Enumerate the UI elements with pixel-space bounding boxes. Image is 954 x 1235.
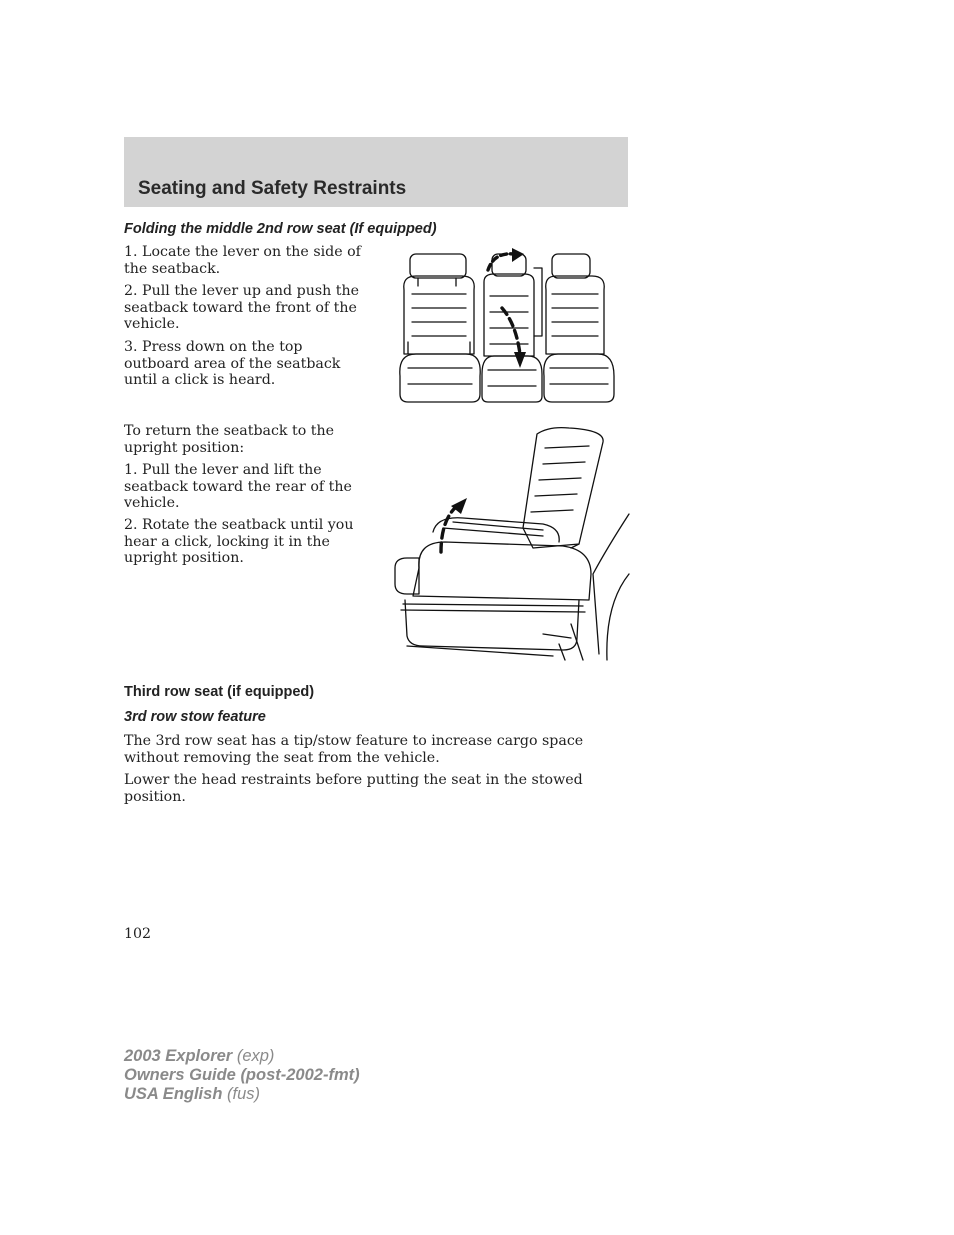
return-step-1: 1. Pull the lever and lift the seatback toward the rear of the vehicle. [124,462,352,511]
subsection-title-third-row: Third row seat (if equipped) [124,684,315,700]
subsection-title-fold-middle-seat: Folding the middle 2nd row seat (If equipped) [124,221,437,237]
footer-language: USA English [124,1085,223,1103]
footer-line-model [124,1047,360,1066]
page-number: 102 [124,926,152,942]
stow-paragraph-2: Lower the head restraints before putting the seat in the stowed position. [124,772,583,805]
door-panel-line [607,574,629,660]
footer-line-language [124,1085,360,1104]
seat-folding-illustration [396,246,618,408]
door-panel-line [593,514,629,654]
fold-step-2: 2. Pull the lever up and push the seatback toward the front of the vehicle. [124,283,359,332]
return-step-2: 2. Rotate the seatback until you hear a click, locking it in the upright position. [124,517,354,566]
fold-step-1: 1. Locate the lever on the side of the seatback. [124,244,361,277]
left-seat-drawing [400,254,480,402]
subsection-title-stow-feature: 3rd row stow feature [124,709,266,725]
arrowhead-icon [512,248,524,262]
footer-model-code: (exp) [232,1047,275,1065]
floor-line [559,624,583,660]
footer-language-code: (fus) [222,1085,260,1103]
return-intro: To return the seatback to the upright position: [124,423,335,456]
downward-fold-arrow [502,308,520,354]
folded-seat-drawing [395,518,591,656]
footer-model-name: 2003 Explorer [124,1047,233,1065]
middle-seat-drawing [482,254,542,402]
fold-step-3: 3. Press down on the top outboard area of the seatback until a click is heard. [124,339,341,388]
footer-line-guide: Owners Guide (post-2002-fmt) [124,1066,360,1084]
right-seat-drawing [544,254,614,402]
document-footer [124,1047,360,1104]
arrowhead-icon [514,352,526,368]
stow-paragraph-1: The 3rd row seat has a tip/stow feature to increase cargo space without removing the seat from the vehicle. [124,733,584,766]
seat-upright-illustration [393,424,630,661]
section-title: Seating and Safety Restraints [138,178,407,199]
